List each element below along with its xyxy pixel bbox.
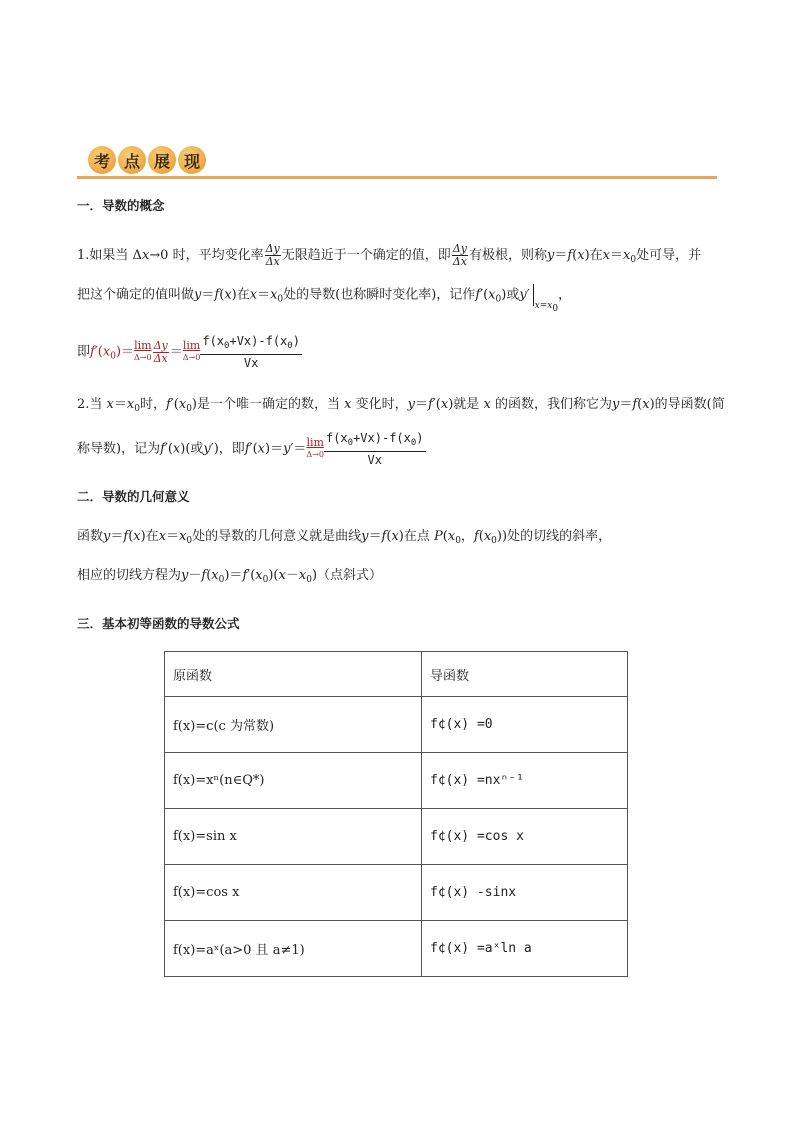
section-2-title: 二．导数的几何意义 xyxy=(77,489,190,504)
table-cell-derivative: f¢(x) =cos x xyxy=(422,809,628,865)
paragraph-1-line-2: 把这个确定的值叫做y＝f(x)在$x=x_0$处的导数(也称瞬时变化率)，记作$f'(x_0)$或$y'x=x_0$， xyxy=(77,284,571,310)
section-banner xyxy=(88,146,208,174)
table-cell-derivative: f¢(x) =aˣln a xyxy=(422,921,628,977)
paragraph-2-line-2: 称导数)，记为f′(x)(或y′)，即f′(x)＝y′＝ lim Δ→0 $\frac{f(x_0+Vx)-f(x_0)}{Vx}$ xyxy=(77,431,424,467)
banner-divider xyxy=(77,176,717,179)
section-3-title: 三．基本初等函数的导数公式 xyxy=(77,616,240,631)
table-cell-derivative: f¢(x) =nxⁿ⁻¹ xyxy=(422,753,628,809)
section-1-title: 一．导数的概念 xyxy=(77,198,165,213)
banner-badge: 考 xyxy=(88,146,116,174)
table-cell-original: f(x)=sin x xyxy=(165,809,422,865)
geometric-meaning-line-1: 函数y＝f(x)在$x=x_0$处的导数的几何意义就是曲线y＝f(x)在点 $P(x_0$，$f(x_0)$)处的切线的斜率， xyxy=(77,529,612,546)
paragraph-2-line-1: 2.当 $x=x_0$时，$f'(x_0)$是一个唯一确定的数，当 x 变化时，y＝f′(x)就是 x 的函数，我们称它为y＝f(x)的导函数(简 xyxy=(77,397,725,414)
derivative-formula-table xyxy=(164,651,628,977)
table-cell-original: f(x)=c(c 为常数) xyxy=(165,697,422,753)
banner-badge: 点 xyxy=(118,146,146,174)
banner-badge: 现 xyxy=(178,146,206,174)
table-cell-original: f(x)=aˣ(a>0 且 a≠1) xyxy=(165,921,422,977)
table-header-row xyxy=(165,652,628,697)
table-header-cell: 原函数 xyxy=(165,652,422,697)
paragraph-1-line-1: 1.如果当 Δx→0 时，平均变化率 $\frac{\Delta y}{\Delta x}$ 无限趋近于一个确定的值，即 $\frac{\Delta y}{\Delta x}$ 有极根，则称y＝f(x)在$x=x_0$处可导，并 xyxy=(77,242,702,268)
tangent-line-equation: 相应的切线方程为$y-f(x_0)=f'(x_0)(x-x_0)$（点斜式） xyxy=(77,568,383,585)
table-row xyxy=(165,697,628,753)
table-row xyxy=(165,921,628,977)
table-cell-original: f(x)=cos x xyxy=(165,865,422,921)
table-row xyxy=(165,865,628,921)
table-cell-original: f(x)=xⁿ(n∈Q*) xyxy=(165,753,422,809)
table-cell-derivative: f¢(x) =0 xyxy=(422,697,628,753)
table-header-cell: 导函数 xyxy=(422,652,628,697)
banner-badge: 展 xyxy=(148,146,176,174)
table-cell-derivative: f¢(x) -sinx xyxy=(422,865,628,921)
table-row xyxy=(165,809,628,865)
table-row xyxy=(165,753,628,809)
derivative-definition-formula: 即$f'(x_0)=$ lim Δ→0 $\frac{\Delta y}{\Delta x}$ ＝ lim Δ→0 $\frac{f(x_0+Vx)-f(x_0)}{Vx}$ xyxy=(77,334,300,370)
